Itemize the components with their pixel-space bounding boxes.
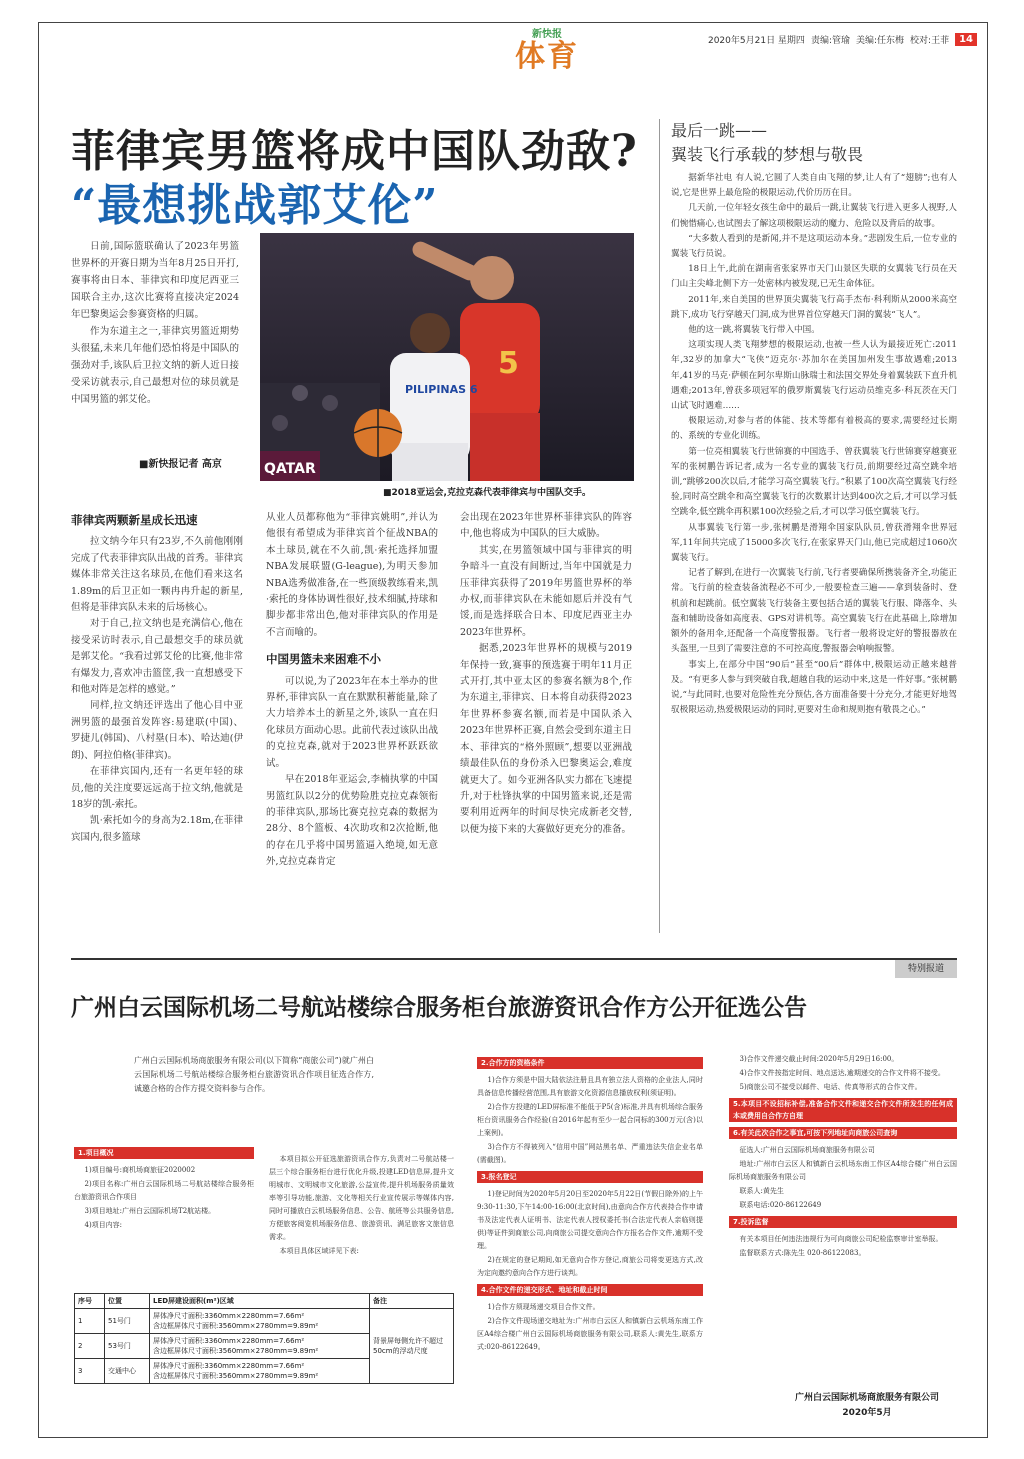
table-row (75, 1309, 454, 1334)
announcement-signature (795, 1391, 939, 1421)
article-paragraph: 同样,拉文纳还评选出了他心目中亚洲男篮的最强首发阵容:易建联(中国)、罗捷儿(韩国)、八村塁(日本)、哈达迪(伊朗)、阿拉伯格(菲律宾)。 (71, 700, 243, 761)
table-header: 序号 (75, 1294, 105, 1309)
side-paragraph: 记者了解到,在进行一次翼装飞行前,飞行者要确保所携装备齐全,功能正常。飞行前的检查装备流程必不可少,一般要检查三遍——拿到装备时、登机前和起跳前。低空翼装飞行装备主要包括合适的翼装飞行服、降落伞、头盔和辅助设备如高度表、GPS对讲机等。高空翼装飞行在此基础上,除增加额外的备用伞,还配备一个高度警报器。飞行者一般将设定好的警报器放在头盔里,一旦到了需要注意的不可控高度,警报器会响响报警。 (671, 568, 957, 655)
side-paragraph: 2011年,来自美国的世界顶尖翼装飞行高手杰布·科利斯从2000米高空跳下,成功飞行穿越天门洞,成为世界首位穿越天门洞的翼装“飞人”。 (671, 294, 957, 320)
photo-jersey-left: PILIPINAS 6 (405, 383, 478, 396)
announcement-line: 3)项目地址:广州白云国际机场T2航站楼。 (84, 1207, 216, 1215)
special-report-tag: 特别报道 (895, 960, 957, 978)
side-paragraph: 这项实现人类飞翔梦想的极限运动,也被一些人认为最接近死亡:2011年,32岁的加拿大“飞侠”迈克尔·苏加尔在美国加州发生事故遇难;2013年,41岁的马克·萨顿在阿尔卑斯山脉瑞士和法国交界处身着翼装跃下直升机遇难;2013年,曾获多项冠军的俄罗斯翼装飞行运动员维克多·科瓦茨在天门山试飞时遇难…… (671, 340, 957, 412)
announcement-line: 有关本项目任何违法违规行为可向商旅公司纪检监察审计室举报。 (739, 1235, 943, 1243)
signature-date: 2020年5月 (842, 1408, 892, 1418)
header-meta (708, 33, 977, 46)
article-paragraph: 凯·索托如今的身高为2.18m,在菲律宾国内,很多篮球 (71, 815, 243, 843)
announcement-line: 本项目拟公开征选旅游资讯合作方,负责对二号航站楼一层三个综合服务柜台进行优化升级,投建LED信息屏,提升文明城市、文明城市文化旅游,公益宣传,提升机场服务质量效率等引导功能,旅游、文化等相关行业宣传展示等媒体内容,同时可播放白云机场服务信息、公告、航班等公共服务信息,方便旅客阅览机场服务信息、旅游资讯、满足旅客文旅信息需求。 (269, 1155, 454, 1241)
announcement-line: 4)项目内容: (84, 1221, 123, 1229)
proofreader-credit: 校对:王菲 (910, 36, 950, 46)
announcement-line: 联系人:黄先生 (739, 1187, 784, 1195)
table-cell (150, 1359, 370, 1384)
section-heading: 4.合作文件的递交形式、地址和截止时间 (477, 1284, 703, 1296)
basketball-photo-illustration (260, 233, 634, 481)
photo-jersey-right: 5 (498, 346, 519, 381)
announcement-line: 4)合作文件按指定时间、地点送达,逾期递交的合作文件将不接受。 (739, 1069, 945, 1077)
article-paragraph: 拉文纳今年只有23岁,不久前他刚刚完成了代表菲律宾队出战的首秀。菲律宾媒体非常关注这名球员,在他们看来这名1.89m的后卫正如一颗冉冉升起的新星,但将是菲律宾队未来的后场核心。 (71, 536, 243, 614)
article-paragraph: 对于自己,拉文纳也是充满信心,他在接受采访时表示,自己最想交手的球员就是郭艾伦。“我看过郭艾伦的比赛,他非常有爆发力,喜欢冲击篮筐,我一直想感受下和他对阵是怎样的感觉。” (71, 618, 243, 696)
article-column-2 (266, 510, 438, 871)
announcement-section-3 (729, 1053, 957, 1261)
spec-line: 屏体净尺寸面积:3360mm×2280mm=7.66m² (153, 1312, 305, 1320)
table-cell: 1 (75, 1309, 105, 1334)
photo-caption: ■2018亚运会,克拉克森代表菲律宾与中国队交手。 (383, 488, 591, 498)
table-cell: 3 (75, 1359, 105, 1384)
table-cell: 53号门 (105, 1334, 150, 1359)
announcement-line: 本项目具体区域详见下表: (279, 1247, 359, 1255)
designer-credit: 美编:任东梅 (855, 36, 905, 46)
brand-logo: 新快报 (532, 29, 562, 40)
section-heading: 2.合作方的资格条件 (477, 1057, 703, 1069)
masthead (487, 23, 607, 83)
announcement-line: 1)项目编号:商机场商旅征2020002 (84, 1166, 196, 1174)
table-cell (150, 1334, 370, 1359)
editor-credit: 责编:管瑜 (810, 36, 850, 46)
side-paragraph: 从事翼装飞行第一步,张树鹏是滑翔伞国家队队员,曾获滑翔伞世界冠军,11年间共完成了15000多次飞行,在张家界天门山,他已完成超过1060次翼装飞行。 (671, 522, 957, 564)
article-paragraph: 可以说,为了2023年在本土举办的世界杯,菲律宾队一直在默默积蓄能量,除了大力培养本土的新星之外,该队一直在归化球员方面动心思。此前代表过该队出战的克拉克森,就对于2023世界杯跃跃欲试。 (266, 675, 438, 769)
table-cell: 交通中心 (105, 1359, 150, 1384)
announcement-line: 2)合作文件现场递交地址为:广州市白云区人和镇新白云机场东南工作区A4综合楼广州白云国际机场商旅服务有限公司,联系人:黄先生,联系方式:020-86122649。 (477, 1317, 703, 1351)
side-title-line1: 最后一跳—— (671, 121, 768, 140)
announcement-line: 监督联系方式:陈先生 020-86122083。 (739, 1249, 866, 1257)
announcement-title: 广州白云国际机场二号航站楼综合服务柜台旅游资讯合作方公开征选公告 (71, 994, 807, 1021)
byline: ■新快报记者 高京 (139, 459, 222, 470)
article-column-3 (460, 510, 632, 838)
section-heading: 3.报名登记 (477, 1171, 703, 1183)
basketball-photo (260, 233, 634, 481)
announcement-line: 5)商旅公司不接受以邮件、电话、传真等形式的合作文件。 (739, 1083, 922, 1091)
table-note: 背景屏每侧允许不超过50cm的浮动尺度 (370, 1309, 454, 1384)
side-paragraph: 18日上午,此前在湖南省张家界市天门山景区失联的女翼装飞行员在天门山主尖峰北侧下方一处密林内被发现,已无生命体征。 (671, 264, 957, 290)
section-heading: 7.投诉监督 (729, 1216, 957, 1228)
side-paragraph: “大多数人看到的是新闻,并不是这项运动本身。”悲剧发生后,一位专业的翼装飞行员说。 (671, 233, 957, 260)
column-subhead: 菲律宾两颗新星成长迅速 (71, 513, 198, 527)
spec-line: 含边框屏体尺寸面积:3560mm×2780mm=9.89m² (153, 1372, 319, 1380)
side-article-title (671, 119, 863, 167)
side-paragraph: 极限运动,对参与者的体能、技术等都有着极高的要求,需要经过长期的、系统的专业化训练。 (671, 416, 957, 442)
side-paragraph: 事实上,在部分中国“90后”甚至“00后”群体中,极限运动正越来越普及。“有更多人参与到突破自我,超越自我的运动中来,这是一件好事。”张树鹏说,“与此同时,也要对危险性充分预估,各方面准备要十分充分,才能更好地驾驭极限运动,热爱极限运动的同时,更要对生命和规则抱有敬畏之心。” (671, 659, 957, 716)
spec-line: 屏体净尺寸面积:3360mm×2280mm=7.66m² (153, 1362, 305, 1370)
announcement-line: 地址:广州市白云区人和镇新白云机场东南工作区A4综合楼广州白云国际机场商旅服务有限公司 (729, 1160, 957, 1181)
table-cell: 2 (75, 1334, 105, 1359)
announcement-line: 2)在规定的登记期间,如无意向合作方登记,商旅公司将变更选方式,改为定向邀约意向合作方进行谈判。 (477, 1256, 703, 1277)
column-divider (659, 119, 660, 933)
column-subhead: 中国男篮未来困难不小 (266, 652, 381, 667)
side-paragraph: 他的这一跳,将翼装飞行带入中国。 (688, 325, 820, 336)
announcement-section-2 (477, 1053, 703, 1355)
spec-line: 含边框屏体尺寸面积:3560mm×2780mm=9.89m² (153, 1322, 319, 1330)
section-heading: 5.本项目不设招标补偿,准备合作文件和递交合作文件所发生的任何成本或费用自合作方自理 (729, 1098, 957, 1122)
article-paragraph: 会出现在2023年世界杯菲律宾队的阵容中,他也将成为中国队的巨大威胁。 (460, 512, 632, 540)
intro-paragraph: 日前,国际篮联确认了2023年男篮世界杯的开赛日期为当年8月25日开打,赛事将由日本、菲律宾和印度尼西亚三国联合主办,这次比赛将直接决定2024年巴黎奥运会参赛资格的归属。 (71, 241, 239, 320)
announcement-line: 联系电话:020-86122649 (739, 1201, 822, 1209)
article-paragraph: 从业人员都称他为“菲律宾姚明”,并认为他很有希望成为菲律宾首个征战NBA的本土球员,就在不久前,凯·索托选择加盟NBA发展联盟(G-league),为明天参加NBA选秀做准备,在一些顶级教练看来,凯·索托的身体协调性很好,技术细腻,持球和脚步都非常出色,他对菲律宾队的作用是不言而喻的。 (266, 512, 438, 638)
announcement-line: 3)合作文件递交截止时间:2020年5月29日16:00。 (739, 1055, 899, 1063)
article-intro (71, 238, 239, 408)
table-header-row (75, 1294, 454, 1309)
announcement-line: 1)登记时间为2020年5月20日至2020年5月22日(节假日除外)的上午9:30-11:30,下午14:00-16:00(北京时间),由意向合作方代表持合作申请书及法定代表人证明书、法定代表人授权委托书(合法定代表人亲临则提供)等证件到商旅公司,向商旅公司提交意向合作方报名合作文件,逾期不受理。 (477, 1190, 703, 1250)
side-article-body (671, 171, 957, 718)
article-paragraph: 在菲律宾国内,还有一名更年轻的球员,他的关注度要远远高于拉文纳,他就是18岁的凯-索托。 (71, 766, 243, 810)
page-number: 14 (955, 33, 977, 46)
article-paragraph: 其实,在男篮领域中国与菲律宾的明争暗斗一直没有间断过,当年中国就是力压菲律宾获得了2019年男篮世界杯的举办权,而菲律宾队在未能如愿后并没有气馁,而是选择联合日本、印度尼西亚主办2023年世界杯。 (460, 544, 632, 638)
table-header: LED屏建设面积(m²)区域 (150, 1294, 370, 1309)
issue-date: 2020年5月21日 星期四 (707, 36, 805, 46)
announcement-line: 1)合作方须是中国大陆依法注册且具有独立法人资格的企业法人,同时具备信息传播经营范围,具有旅游文化资源信息播放权利(须证明)。 (477, 1076, 703, 1097)
side-title-line2: 翼装飞行承载的梦想与敬畏 (671, 145, 864, 164)
announcement-section-1-cont (269, 1153, 454, 1259)
section-heading: 1.项目概况 (74, 1147, 254, 1159)
section-rule (71, 958, 957, 960)
signature-company: 广州白云国际机场商旅服务有限公司 (795, 1393, 940, 1403)
main-subheadline: “最想挑战郭艾伦” (71, 180, 439, 231)
section-heading: 6.有关此次合作之事宜,可按下列地址向商旅公司查询 (729, 1127, 957, 1139)
announcement-line: 2)项目名称:广州白云国际机场二号航站楼综合服务柜台旅游资讯合作项目 (74, 1180, 254, 1201)
article-column-1 (71, 510, 243, 846)
table-header: 位置 (105, 1294, 150, 1309)
led-screen-table (74, 1293, 454, 1384)
spec-line: 屏体净尺寸面积:3360mm×2280mm=7.66m² (153, 1337, 305, 1345)
article-paragraph: 据悉,2023年世界杯的规模与2019年保持一致,赛事的预选赛于明年11月正式开打,其中亚太区的参赛名额为8个,作为东道主,菲律宾、日本将自动获得2023年世界杯参赛名额,而若是中国队杀入2023年世界杯正赛,自然会受到东道主日本、菲律宾的“格外照顾”,想要以亚洲战绩最佳队伍的身份杀入巴黎奥运会,难度就更大了。如今亚洲各队实力都在飞速提升,对于杜锋执掌的中国男篮来说,还是需要利用近两年的时间尽快完成新老交替,以便为接下来的大赛做好更充分的准备。 (460, 643, 632, 835)
announcement-line: 1)合作方须现场递交项目合作文件。 (487, 1303, 600, 1311)
newspaper-page (38, 22, 988, 1438)
announcement-line: 3)合作方不得被列入“信用中国”网站黑名单、严重违法失信企业名单(需截图)。 (477, 1143, 703, 1164)
intro-paragraph: 作为东道主之一,菲律宾男篮近期势头很猛,未来几年他们恐怕将是中国队的强劲对手,该队后卫拉文纳的新人近日接受采访就表示,自己最想对位的球员就是中国男篮的郭艾伦。 (71, 326, 239, 405)
photo-banner: QATAR (264, 461, 316, 477)
announcement-line: 2)合作方投建的LED屏标准不能低于P5(含)标准,并具有机场综合服务柜台资讯服务合作经验(自2016年起有至少一起合同标的300万元(含)以上案例)。 (477, 1103, 703, 1137)
table-cell: 51号门 (105, 1309, 150, 1334)
side-paragraph: 几天前,一位年轻女孩生命中的最后一跳,让翼装飞行进入更多人视野,人们惋惜痛心,也试图去了解这项极限运动的魔力、危险以及背后的故事。 (671, 203, 957, 229)
section-title: 体育 (515, 39, 579, 74)
table-cell (150, 1309, 370, 1334)
article-paragraph: 早在2018年亚运会,李楠执掌的中国男篮红队以2分的优势险胜克拉克森领衔的菲律宾队,那场比赛克拉克森的数据为28分、8个篮板、4次助攻和2次抢断,他的存在几乎将中国男篮逼入绝境,如无意外,克拉克森肯定 (266, 774, 438, 868)
announcement-intro: 广州白云国际机场商旅服务有限公司(以下简称“商旅公司”)就广州白云国际机场二号航站楼综合服务柜台旅游资讯合作项目征选合作方,诚邀合格的合作方提交资料参与合作。 (134, 1056, 374, 1093)
main-headline: 菲律宾男篮将成中国队劲敌? (71, 126, 638, 177)
side-paragraph: 据新华社电 有人说,它圆了人类自由飞翔的梦,让人有了“翅膀”;也有人说,它是世界上最危险的极限运动,代价历历在目。 (671, 173, 957, 199)
announcement-line: 征选人:广州白云国际机场商旅服务有限公司 (739, 1146, 875, 1154)
table-header: 备注 (370, 1294, 454, 1309)
announcement-section-1 (74, 1143, 254, 1233)
side-paragraph: 第一位亮相翼装飞行世锦赛的中国选手、曾获翼装飞行世锦赛穿越赛亚军的张树鹏告诉记者,成为一名专业的翼装飞行员,前期要经过高空跳伞培训,“跳够200次以后,才能学习高空翼装飞行。”积累了100次高空翼装飞行经验,同时高空跳伞和高空翼装飞行的次数累计达到400次之后,才可以学习低空跳伞,低空跳伞再积累100次经验之后,才可以学习低空翼装飞行。 (671, 446, 957, 518)
spec-line: 含边框屏体尺寸面积:3560mm×2780mm=9.89m² (153, 1347, 319, 1355)
